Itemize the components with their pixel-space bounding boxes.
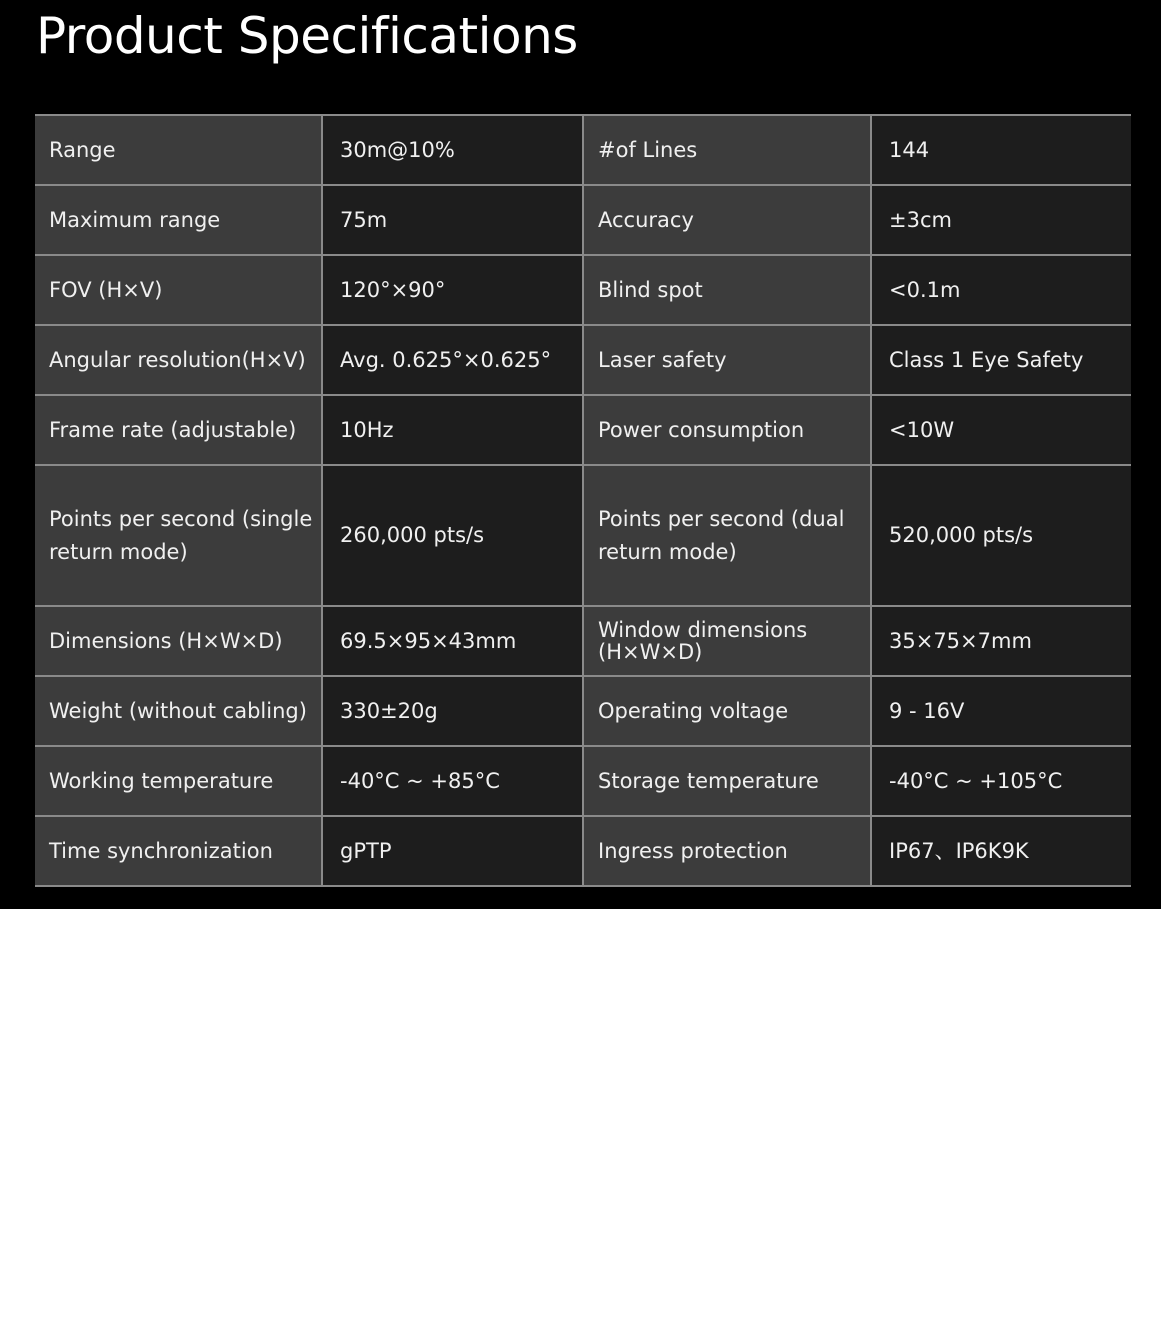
spec-value: IP67、IP6K9K: [871, 816, 1131, 886]
spec-value: -40°C ~ +85°C: [322, 746, 583, 816]
spec-value: 330±20g: [322, 676, 583, 746]
spec-label: Laser safety: [583, 325, 871, 395]
spec-row-points-per-second: [35, 465, 1131, 606]
spec-label: Frame rate (adjustable): [35, 395, 322, 465]
spec-value: -40°C ~ +105°C: [871, 746, 1131, 816]
spec-value: <10W: [871, 395, 1131, 465]
spec-value: 30m@10%: [322, 115, 583, 185]
spec-value: 75m: [322, 185, 583, 255]
spec-row-maximum-range: [35, 185, 1131, 255]
spec-row-time-synchronization: [35, 816, 1131, 886]
spec-value: Avg. 0.625°×0.625°: [322, 325, 583, 395]
spec-row-range: [35, 115, 1131, 185]
spec-value: 520,000 pts/s: [871, 465, 1131, 606]
spec-label: Ingress protection: [583, 816, 871, 886]
spec-label: Dimensions (H×W×D): [35, 606, 322, 676]
spec-label: Range: [35, 115, 322, 185]
spec-value: 69.5×95×43mm: [322, 606, 583, 676]
spec-label: Weight (without cabling): [35, 676, 322, 746]
spec-row-weight: [35, 676, 1131, 746]
spec-label: Time synchronization: [35, 816, 322, 886]
spec-value: Class 1 Eye Safety: [871, 325, 1131, 395]
spec-value: gPTP: [322, 816, 583, 886]
spec-label: Points per second (single return mode): [35, 465, 322, 606]
spec-value: 35×75×7mm: [871, 606, 1131, 676]
spec-label: Storage temperature: [583, 746, 871, 816]
spec-label: Angular resolution(H×V): [35, 325, 322, 395]
spec-label: #of Lines: [583, 115, 871, 185]
spec-row-fov: [35, 255, 1131, 325]
spec-label: Accuracy: [583, 185, 871, 255]
spec-label: Window dimensions (H×W×D): [583, 606, 871, 676]
spec-label: Power consumption: [583, 395, 871, 465]
spec-value: 10Hz: [322, 395, 583, 465]
spec-value: ±3cm: [871, 185, 1131, 255]
spec-label: Maximum range: [35, 185, 322, 255]
spec-value: <0.1m: [871, 255, 1131, 325]
spec-label: FOV (H×V): [35, 255, 322, 325]
spec-table: [35, 114, 1131, 887]
spec-value: 120°×90°: [322, 255, 583, 325]
spec-value: 260,000 pts/s: [322, 465, 583, 606]
spec-label: Working temperature: [35, 746, 322, 816]
spec-row-temperature: [35, 746, 1131, 816]
spec-label: Points per second (dual return mode): [583, 465, 871, 606]
spec-label: Blind spot: [583, 255, 871, 325]
spec-row-frame-rate: [35, 395, 1131, 465]
spec-row-dimensions: [35, 606, 1131, 676]
spec-value: 9 - 16V: [871, 676, 1131, 746]
spec-value: 144: [871, 115, 1131, 185]
spec-label: Operating voltage: [583, 676, 871, 746]
page-title: Product Specifications: [36, 7, 578, 65]
spec-row-angular-resolution: [35, 325, 1131, 395]
